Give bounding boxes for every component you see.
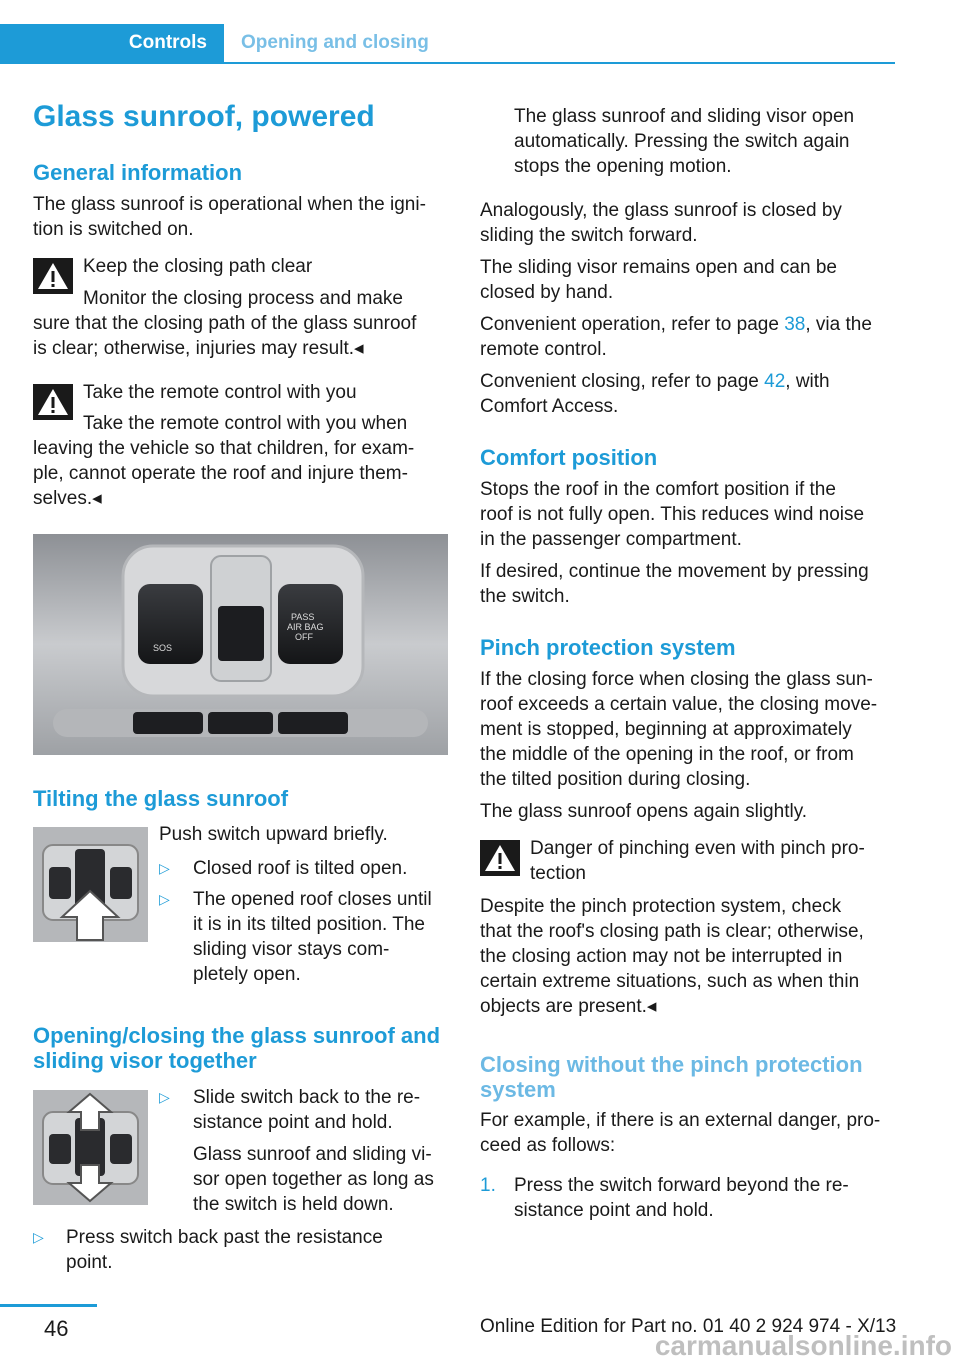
step-number: 1. [480,1175,496,1196]
closing-step-1: Press the switch forward beyond the re- sistance point and hold. [514,1175,849,1221]
sliding-visor-text: The sliding visor remains open and can be closed by hand. [480,257,837,303]
pass-label: PASS [291,612,315,622]
edition-text: Online Edition for Part no. 01 40 2 924 974 - X/13 [480,1316,897,1337]
opening-item-1: Slide switch back to the re- sistance point and hold. [193,1087,421,1133]
continued-text: The glass sunroof and sliding visor open automatically. Pressing the switch again stops the opening motion. [514,106,855,177]
warning2-title: Take the remote control with you [83,382,357,403]
pinch-text-1: If the closing force when closing the glass sun- roof exceeds a certain value, the closing move- ment is stopped, beginning at approximately the middle of the opening in the roof, or from the tilted position during closing. [480,669,878,790]
general-heading: General information [33,160,243,185]
opening-item-1-sub: Glass sunroof and sliding vi- sor open together as long as the switch is held down. [193,1144,434,1215]
page-link-38[interactable]: 38 [784,314,806,335]
bullet-icon: ▷ [33,1229,44,1245]
bullet-icon: ▷ [159,1089,170,1105]
warning2-body: leaving the vehicle so that children, for exam- ple, cannot operate the roof and injure them- selves.◂ [33,438,415,509]
general-text: The glass sunroof is operational when the igni- tion is switched on. [33,194,426,240]
convenient-closing-text: Convenient closing, refer to page 42, with Comfort Access. [480,371,830,417]
warning-icon [33,258,73,294]
tilting-item-1: Closed roof is tilted open. [193,858,408,879]
bullet-icon: ▷ [159,891,170,907]
bullet-icon: ▷ [159,860,170,876]
warning1-line1: Monitor the closing process and make [83,288,403,309]
slide-switch-illustration [33,1090,148,1205]
closing-analogous-text: Analogously, the glass sunroof is closed by sliding the switch forward. [480,200,842,246]
warning3-body: Despite the pinch protection system, check that the roof's closing path is clear; otherwise, the closing action may not be interrupted in certain extreme situations, such as when thin objects are present.◂ [480,896,864,1017]
tilting-item-2: The opened roof closes until it is in its tilted position. The sliding visor stays com- pletely open. [193,889,432,985]
footer-rule [0,1304,97,1307]
pinch-heading: Pinch protection system [480,635,736,660]
tab-opening-and-closing[interactable]: Opening and closing [241,32,429,53]
page-link-42[interactable]: 42 [764,371,786,392]
opening-item-2: Press switch back past the resistance point. [66,1227,383,1273]
warning1-title: Keep the closing path clear [83,256,313,277]
tilting-heading: Tilting the glass sunroof [33,786,289,811]
warning2-line1: Take the remote control with you when [83,413,408,434]
airbag-label: AIR BAG [287,622,324,632]
comfort-heading: Comfort position [480,445,658,470]
off-label: OFF [295,632,313,642]
closing-heading: Closing without the pinch protection system [480,1052,863,1102]
page-number: 46 [44,1316,69,1341]
opening-heading: Opening/closing the glass sunroof and sliding visor together [33,1023,441,1073]
tilting-intro: Push switch upward briefly. [159,824,388,845]
comfort-text-1: Stops the roof in the comfort position if the roof is not fully open. This reduces wind noise in the passenger compartment. [480,479,865,550]
warning1-body: sure that the closing path of the glass sunroof is clear; otherwise, injuries may result.◂ [33,313,417,359]
roof-control-panel-photo [33,534,448,755]
page-title: Glass sunroof, powered [33,100,375,133]
pinch-text-2: The glass sunroof opens again slightly. [480,801,808,822]
convenient-operation-text: Convenient operation, refer to page 38, via the remote control. [480,314,872,360]
tilt-switch-illustration [33,827,148,942]
warning-icon [33,384,73,420]
warning-icon [480,840,520,876]
warning3-title: Danger of pinching even with pinch pro- tection [530,838,865,884]
closing-intro: For example, if there is an external danger, pro- ceed as follows: [480,1110,881,1156]
watermark: carmanualsonline.info [654,1330,952,1361]
tab-controls[interactable]: Controls [0,24,224,62]
sos-label: SOS [153,643,173,653]
comfort-text-2: If desired, continue the movement by pressing the switch. [480,561,869,607]
